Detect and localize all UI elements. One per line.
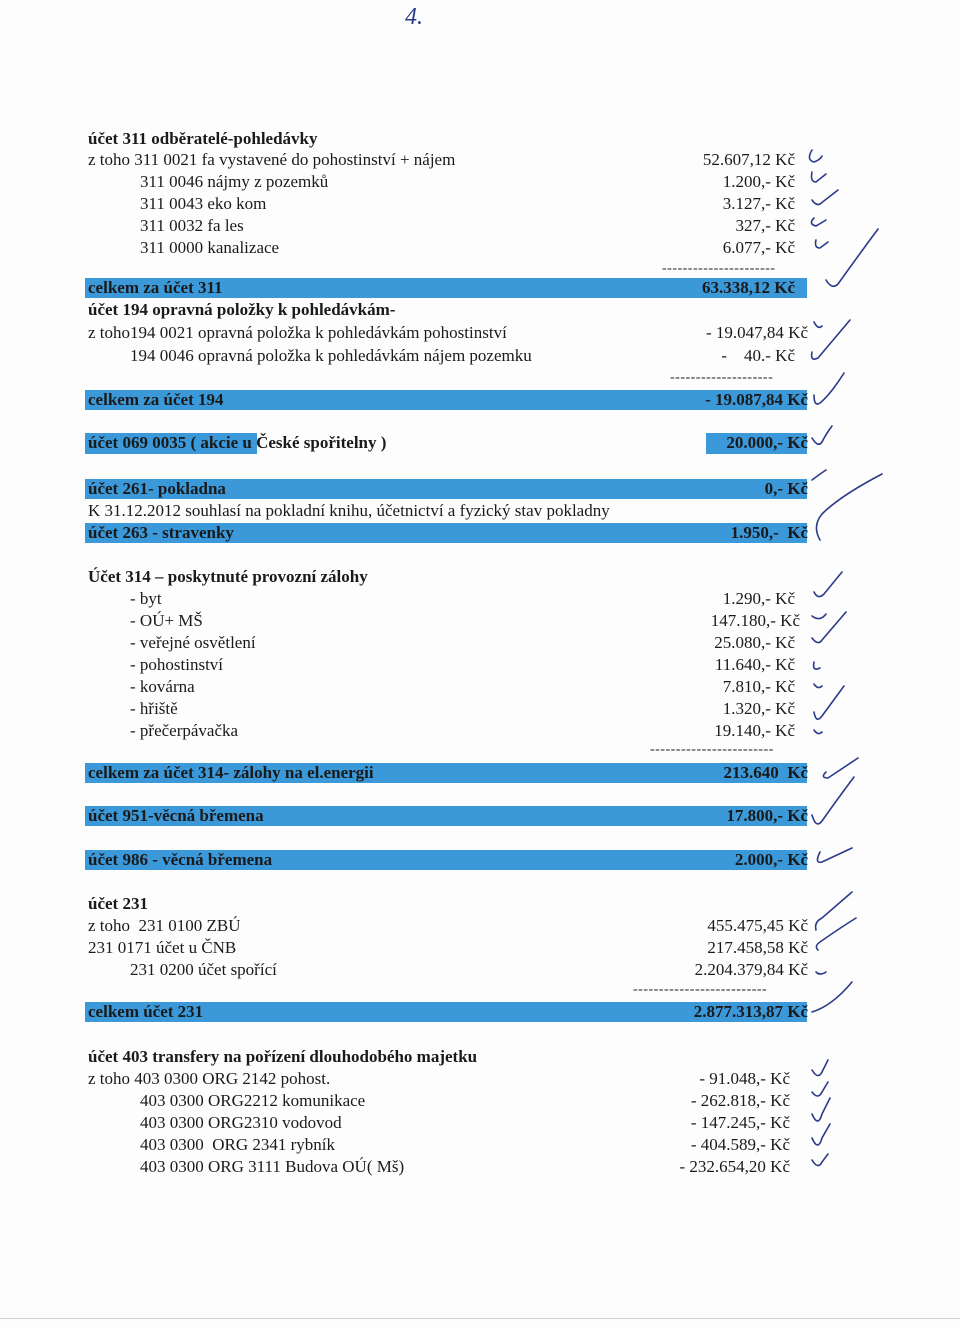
acc231-row-label: z toho 231 0100 ZBÚ: [88, 916, 241, 935]
acc311-total-amount: 63.338,12 Kč: [701, 278, 795, 297]
acc231-total-amount: 2.877.313,87 Kč: [693, 1002, 808, 1021]
acc314-row-label: - veřejné osvětlení: [130, 633, 256, 652]
checkmark-icon: [814, 730, 822, 734]
acc311-row-amount: 52.607,12 Kč: [702, 150, 795, 169]
acc231-row-label: 231 0171 účet u ČNB: [88, 938, 237, 957]
pen-stroke: [812, 777, 854, 824]
acc403-row-label: 403 0300 ORG 3111 Budova OÚ( Mš): [140, 1157, 405, 1176]
pen-stroke: [812, 982, 852, 1012]
acc069-amount: 20.000,- Kč: [726, 433, 808, 452]
checkmark-icon: [811, 218, 826, 226]
checkmark-icon: [812, 1124, 830, 1145]
separator-dashes: ------------------------: [650, 742, 774, 757]
acc311-row-amount: 327,- Kč: [735, 216, 795, 235]
acc314-row-amount: 11.640,- Kč: [714, 655, 795, 674]
acc951-label: účet 951-věcná břemena: [88, 806, 264, 825]
acc314-row-amount: 25.080,- Kč: [714, 633, 795, 652]
pen-stroke: [816, 918, 856, 950]
acc311-row-label: z toho 311 0021 fa vystavené do pohostinství + nájem: [88, 150, 456, 169]
checkmark-icon: [812, 612, 846, 643]
checkmark-icon: [812, 190, 838, 205]
acc311-title: účet 311 odběratelé-pohledávky: [88, 129, 318, 148]
checkmark-icon: [812, 614, 826, 619]
acc231-title: účet 231: [88, 894, 148, 913]
checkmark-icon: [809, 150, 822, 162]
acc403-row-amount: - 262.818,- Kč: [690, 1091, 790, 1110]
acc311-row-label: 311 0046 nájmy z pozemků: [140, 172, 329, 191]
acc231-row-amount: 455.475,45 Kč: [707, 916, 808, 935]
acc194-row-label: z toho194 0021 opravná položka k pohledávkám pohostinství: [88, 323, 507, 342]
acc314-row-label: - pohostinství: [130, 655, 224, 674]
acc194-row-amount: - 19.047,84 Kč: [706, 323, 808, 342]
acc311-total-label: celkem za účet 311: [88, 278, 223, 297]
acc314-row-label: - hřiště: [130, 699, 178, 718]
acc231-total-label: celkem účet 231: [88, 1002, 204, 1021]
acc314-row-amount: 1.290,- Kč: [722, 589, 795, 608]
separator-dashes: --------------------------: [633, 982, 768, 997]
acc231-row-amount: 2.204.379,84 Kč: [694, 960, 808, 979]
acc314-row-label: - přečerpávačka: [130, 721, 239, 740]
acc231-row-amount: 217.458,58 Kč: [707, 938, 808, 957]
acc311-row-amount: 6.077,- Kč: [722, 238, 795, 257]
acc261-amount: 0,- Kč: [764, 479, 808, 498]
acc261-label: účet 261- pokladna: [88, 479, 226, 498]
pen-stroke: [812, 470, 826, 480]
acc311-row-label: 311 0000 kanalizace: [140, 238, 280, 257]
acc403-row-label: 403 0300 ORG 2341 rybník: [140, 1135, 336, 1154]
page-mark: 4.: [405, 4, 423, 30]
acc986-label: účet 986 - věcná břemena: [88, 850, 273, 869]
acc403-row-amount: - 147.245,- Kč: [690, 1113, 790, 1132]
checkmark-icon: [812, 1154, 828, 1166]
acc194-row-amount: - 40.- Kč: [721, 346, 795, 365]
acc314-row-label: - kovárna: [130, 677, 195, 696]
acc194-title: účet 194 opravná položky k pohledávkám-: [88, 300, 396, 319]
acc194-row-label: 194 0046 opravná položka k pohledávkám nájem pozemku: [130, 346, 532, 365]
checkmark-icon: [814, 572, 842, 597]
acc311-row-label: 311 0032 fa les: [140, 216, 244, 235]
pen-stroke: [816, 474, 882, 540]
checkmark-icon: [814, 686, 844, 719]
checkmark-icon: [814, 662, 820, 669]
acc314-row-amount: 7.810,- Kč: [722, 677, 795, 696]
checkmark-icon: [814, 684, 822, 688]
acc314-row-amount: 147.180,- Kč: [710, 611, 800, 630]
acc194-total-label: celkem za účet 194: [88, 390, 224, 409]
acc403-row-amount: - 91.048,- Kč: [699, 1069, 790, 1088]
separator-dashes: --------------------: [670, 370, 774, 385]
checkmark-icon: [812, 320, 850, 359]
acc314-row-label: - OÚ+ MŠ: [130, 611, 203, 630]
acc403-row-label: 403 0300 ORG2310 vodovod: [140, 1113, 342, 1132]
acc261-note: K 31.12.2012 souhlasí na pokladní knihu, účetnictví a fyzický stav pokladny: [88, 501, 610, 520]
page-bottom-rule: [0, 1318, 960, 1319]
checkmark-icon: [814, 373, 844, 404]
acc314-total-amount: 213.640 Kč: [723, 763, 808, 782]
pen-stroke: [816, 892, 852, 930]
acc986-amount: 2.000,- Kč: [734, 850, 808, 869]
checkmark-icon: [812, 172, 827, 182]
checkmark-icon: [812, 426, 832, 444]
acc263-label: účet 263 - stravenky: [88, 523, 234, 542]
pen-stroke: [823, 758, 858, 778]
checkmark-icon: [817, 848, 852, 862]
acc314-total-label: celkem za účet 314- zálohy na el.energii: [88, 763, 374, 782]
acc403-row-label: 403 0300 ORG2212 komunikace: [140, 1091, 366, 1110]
checkmark-icon: [814, 322, 822, 327]
acc403-row-amount: - 232.654,20 Kč: [679, 1157, 790, 1176]
acc403-row-amount: - 404.589,- Kč: [690, 1135, 790, 1154]
separator-dashes: ----------------------: [662, 261, 776, 276]
acc069-label: [88, 432, 386, 454]
acc231-row-label: 231 0200 účet spořící: [130, 960, 277, 979]
checkmark-icon: [816, 972, 826, 974]
acc403-title: účet 403 transfery na pořízení dlouhodobého majetku: [88, 1047, 478, 1066]
acc194-total-amount: - 19.087,84 Kč: [705, 390, 808, 409]
acc311-row-amount: 1.200,- Kč: [722, 172, 795, 191]
checkmark-icon: [812, 1082, 828, 1096]
acc314-title: Účet 314 – poskytnuté provozní zálohy: [88, 567, 368, 586]
acc069-label-highlight: účet 069 0035: [88, 433, 187, 452]
acc263-amount: 1.950,- Kč: [730, 523, 808, 542]
pen-stroke: [826, 229, 878, 286]
acc311-row-label: 311 0043 eko kom: [140, 194, 267, 213]
checkmark-icon: [812, 1060, 828, 1076]
checkmark-icon: [812, 1098, 830, 1121]
acc403-row-label: z toho 403 0300 ORG 2142 pohost.: [88, 1069, 331, 1088]
acc311-row-amount: 3.127,- Kč: [722, 194, 795, 213]
acc314-row-amount: 19.140,- Kč: [714, 721, 795, 740]
acc314-row-amount: 1.320,- Kč: [722, 699, 795, 718]
acc069-label-rest: ( akcie u České spořitelny ): [186, 433, 387, 452]
acc314-row-label: - byt: [130, 589, 162, 608]
acc951-amount: 17.800,- Kč: [726, 806, 808, 825]
checkmark-icon: [816, 240, 829, 248]
